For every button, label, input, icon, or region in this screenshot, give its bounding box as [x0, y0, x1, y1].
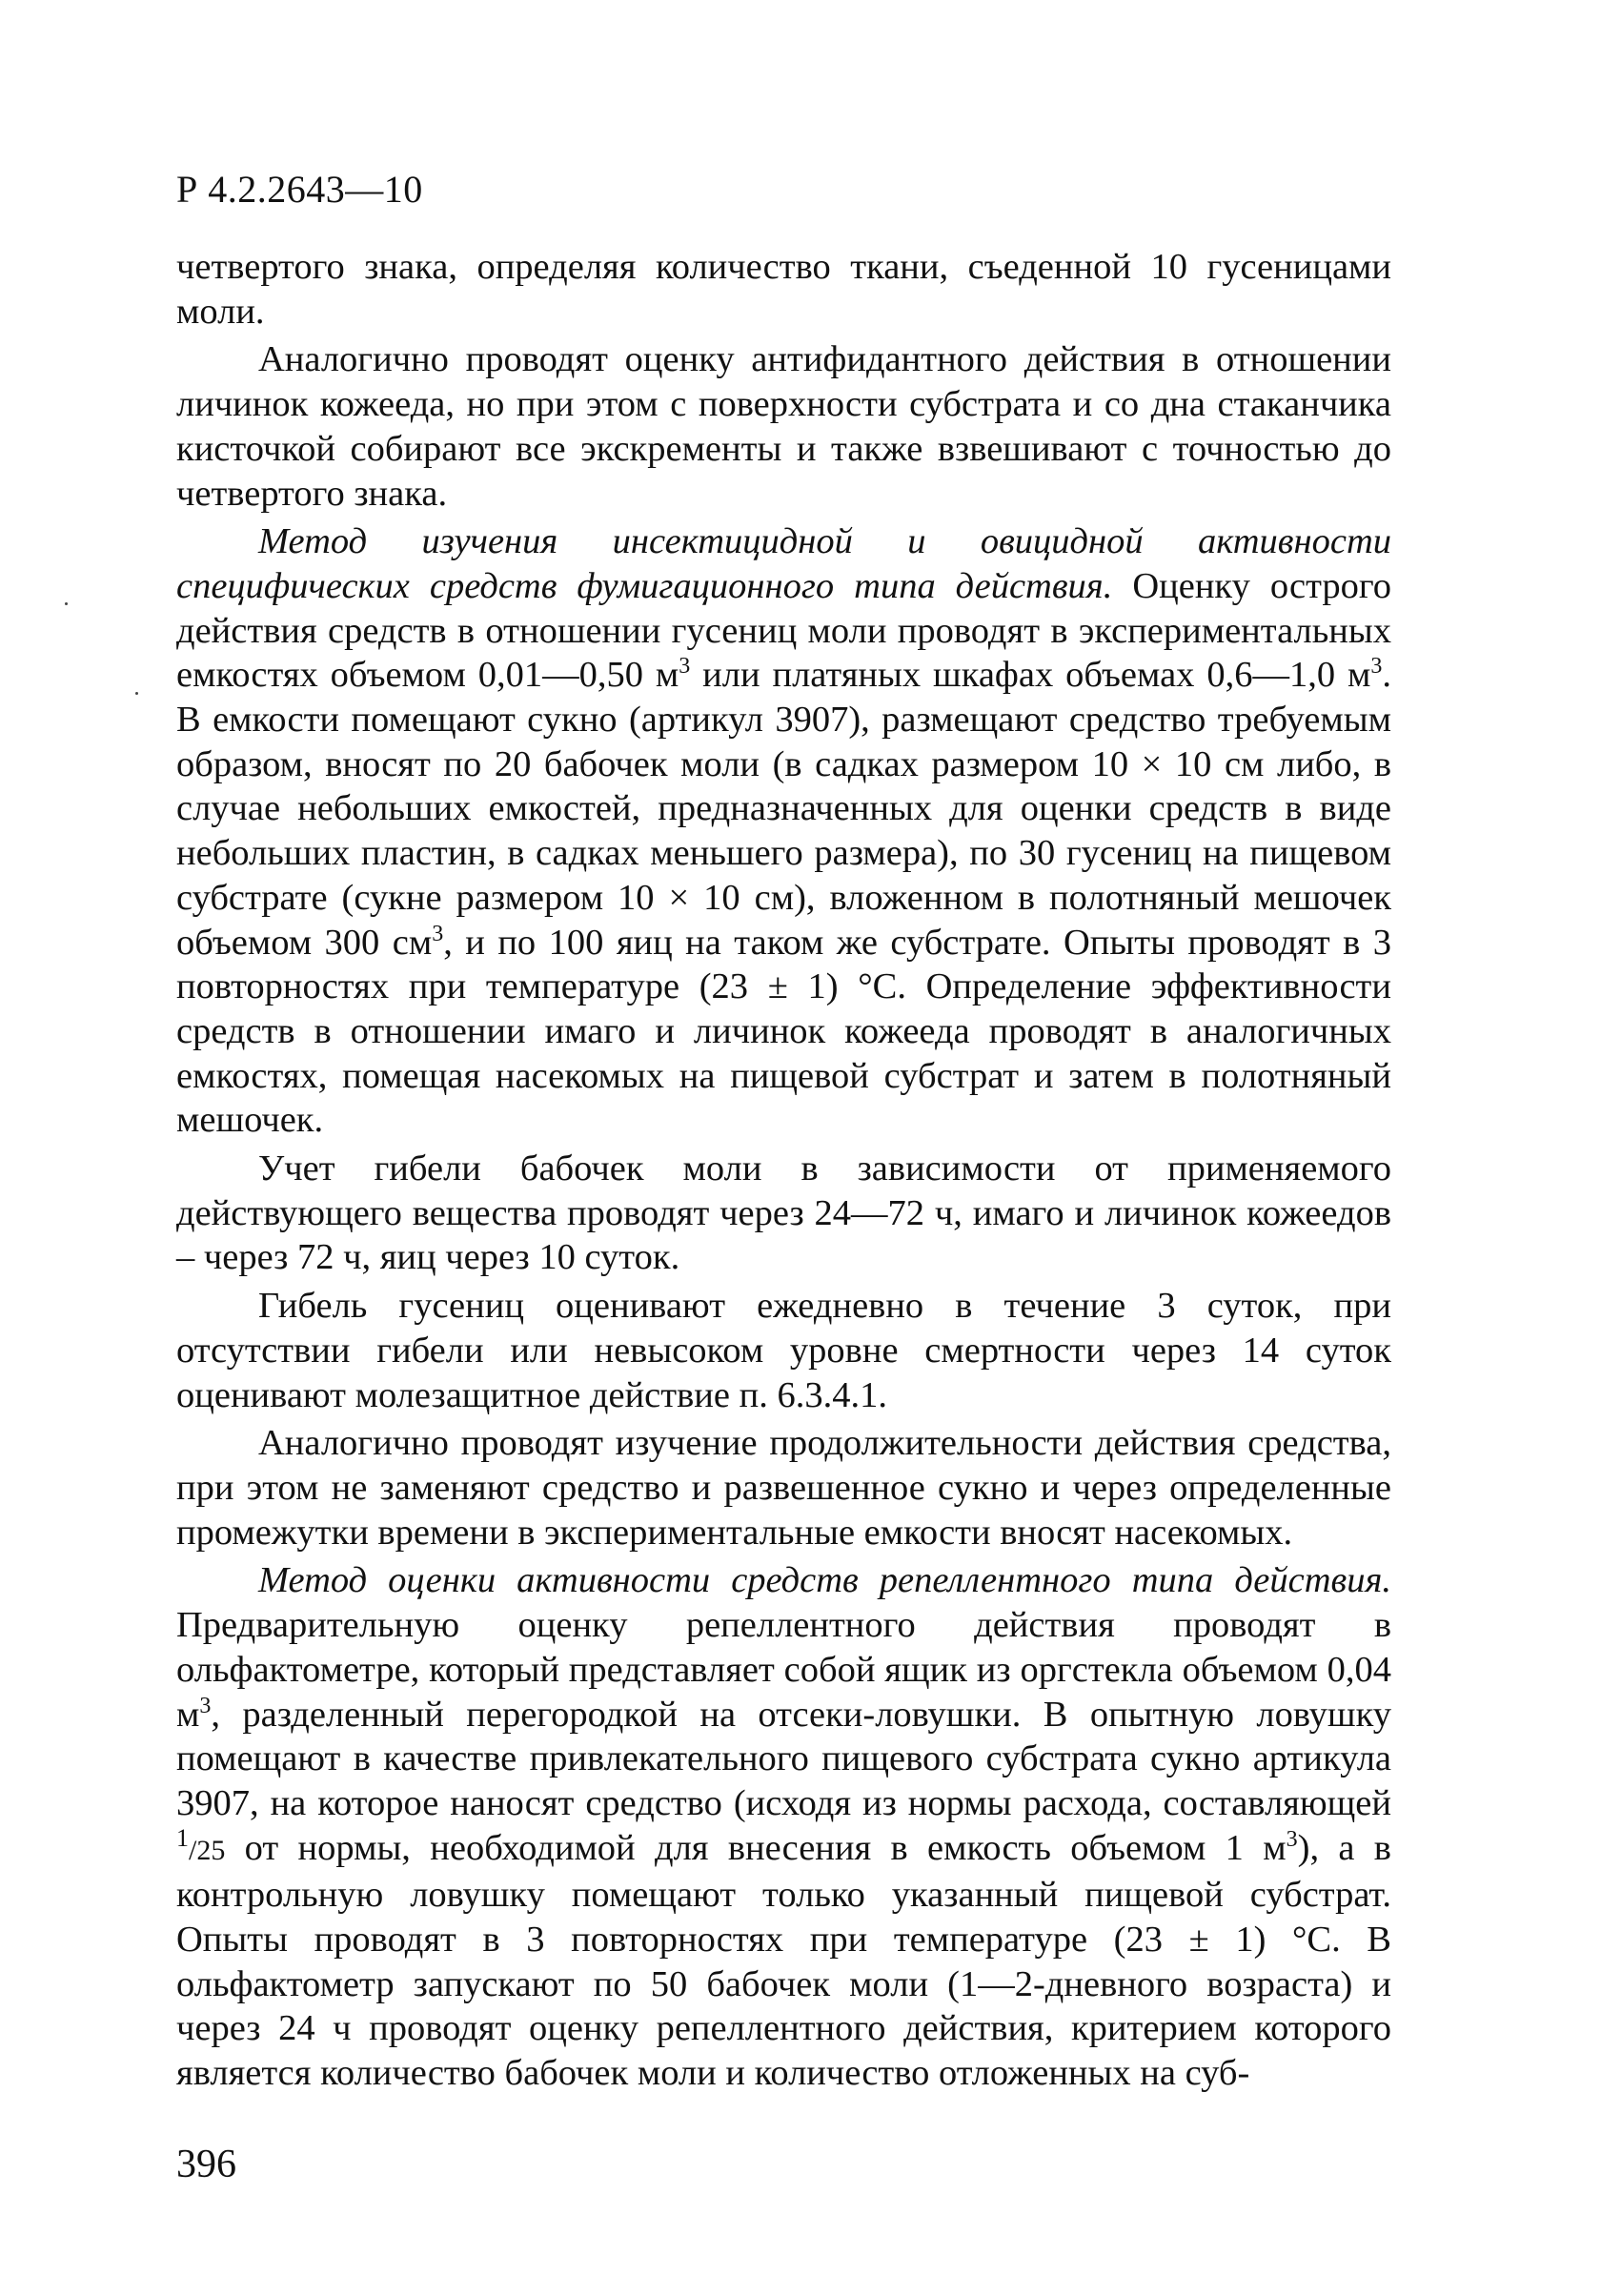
paragraph-7-text-1: Предварительную оценку репеллентного действия проводят в ольфактометре, который представляет собой ящик из оргстекла объемом 0,04 м: [176, 1605, 1391, 1735]
paragraph-7-text-4: ), а в контрольную ловушку помещают только указанный пищевой субстрат. Опыты проводят в 3 повторностях при температуре (23 ± 1) °С. В ольфактометр запускают по 50 бабочек моли (1—2-дневного возраста) и через 24 ч проводят оценку репеллентного действия, критерием которого является количество бабочек моли и количество отложенных на суб-: [176, 1827, 1391, 2094]
paragraph-5: Гибель гусениц оценивают ежедневно в течение 3 суток, при отсутствии гибели или невысоком уровне смертности через 14 суток оценивают молезащитное действие п. 6.3.4.1.: [176, 1286, 1391, 1415]
paragraph-1: четвертого знака, определяя количество ткани, съеденной 10 гусеницами моли.: [176, 247, 1391, 332]
page-number: 396: [176, 2143, 236, 2186]
superscript: 3: [1286, 1826, 1298, 1852]
superscript: 3: [679, 654, 691, 680]
paragraph-3-text-2: или платяных шкафах объемах 0,6—1,0 м: [690, 655, 1371, 696]
document-code-header: Р 4.2.2643—10: [176, 168, 423, 211]
fraction-denominator: 25: [196, 1834, 226, 1866]
paragraph-3-text-3: . В емкости помещают сукно (артикул 3907), размещают средство требуемым образом, вносят по 20 бабочек моли (в садках размером 10 × 10 см либо, в случае небольших емкостей, предназначенных для оценки средств в виде небольших пластин, в садках меньшего размера), по 30 гусениц на пищевом субстрате (сукне размером 10 × 10 см), вложенном в полотняный мешочек объемом 300 см: [176, 655, 1391, 963]
section-heading-fumigation-method: Метод изучения инсектицидной и овицидной активности специфических средств фумигационного типа действия.: [176, 521, 1391, 606]
section-heading-repellent-method: Метод оценки активности средств репеллентного типа действия.: [258, 1560, 1391, 1601]
scan-speck: [65, 602, 68, 605]
superscript: 3: [1370, 654, 1383, 680]
paragraph-7: [176, 1558, 1391, 2095]
paragraph-3: [176, 519, 1391, 1143]
paragraph-6: Аналогично проводят изучение продолжительности действия средства, при этом не заменяют средство и развешенное сукно и через определенные промежутки времени в экспериментальные емкости вносят насекомых.: [176, 1423, 1391, 1553]
paragraph-7-text-3: от нормы, необходимой для внесения в емкость объемом 1 м: [225, 1827, 1287, 1868]
paragraph-3-text-4: , и по 100 яиц на таком же субстрате. Опыты проводят в 3 повторностях при температуре (23 ± 1) °С. Определение эффективности средств в отношении имаго и личинок кожееда проводят в аналогичных емкостях, помещая насекомых на пищевой субстрат и затем в полотняный мешочек.: [176, 922, 1392, 1141]
paragraph-7-text-2: , разделенный перегородкой на отсеки-ловушки. В опытную ловушку помещают в качестве привлекательного пищевого субстрата сукно артикула 3907, на которое наносят средство (исходя из нормы расхода, составляющей: [176, 1694, 1391, 1823]
paragraph-2: Аналогично проводят оценку антифидантного действия в отношении личинок кожееда, но при этом с поверхности субстрата и со дна стаканчика кисточкой собирают все экскременты и также взвешивают с точностью до четвертого знака.: [176, 339, 1391, 514]
paragraph-4: Учет гибели бабочек моли в зависимости от применяемого действующего вещества проводят через 24—72 ч, имаго и личинок кожеедов – через 72 ч, яиц через 10 суток.: [176, 1148, 1391, 1278]
paragraph-3-text-1: Оценку острого действия средств в отношении гусениц моли проводят в экспериментальных емкостях объемом 0,01—0,50 м: [176, 565, 1391, 696]
superscript: 3: [432, 921, 444, 946]
fraction-numerator: 1: [176, 1823, 189, 1852]
fraction-separator: /: [189, 1834, 197, 1866]
superscript: 3: [199, 1693, 212, 1718]
page-body: [176, 245, 1391, 2100]
scan-speck: [135, 692, 138, 695]
